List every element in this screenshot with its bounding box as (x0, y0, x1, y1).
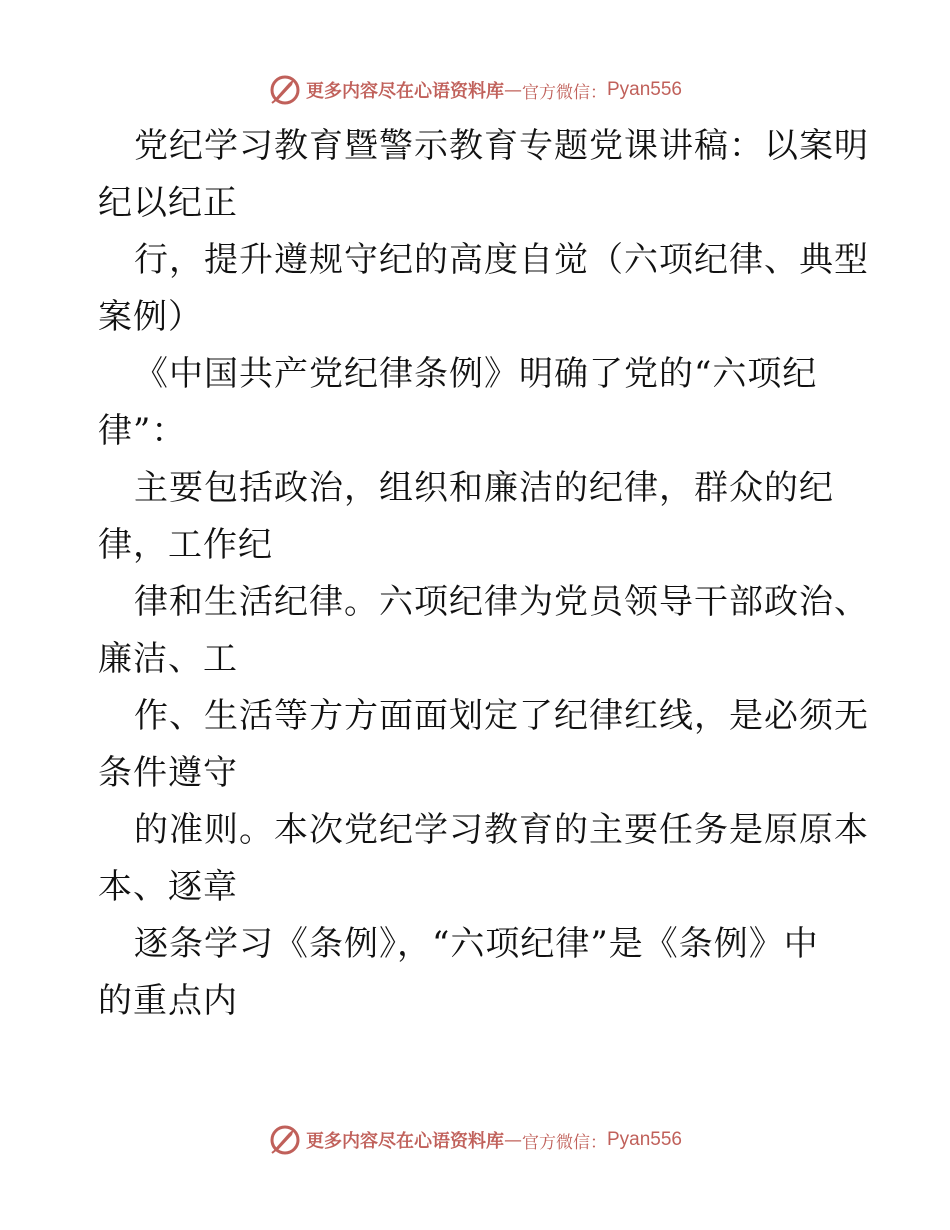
watermark-label: 官方微信： (521, 82, 607, 103)
paragraph-line: 律，工作纪 (98, 525, 273, 565)
watermark-separator: — (503, 1129, 522, 1151)
paragraph-line: 律和生活纪律。六项纪律为党员领导干部政治、 (134, 582, 869, 622)
paragraph-line: 廉洁、工 (98, 639, 238, 679)
watermark-label: 官方微信： (521, 1132, 607, 1153)
footer-watermark (0, 1120, 950, 1160)
quill-pen-logo-icon (268, 73, 302, 107)
paragraph-line: 主要包括政治，组织和廉洁的纪律，群众的纪 (134, 468, 834, 508)
title-line-4: 案例） (98, 297, 203, 337)
watermark-handle: Pyan556 (606, 79, 682, 100)
header-watermark (0, 70, 950, 110)
paragraph-line: 的重点内 (98, 981, 238, 1021)
watermark-separator: — (503, 79, 522, 101)
title-line-2: 纪以纪正 (98, 183, 238, 223)
title-line-3: 行，提升遵规守纪的高度自觉（六项纪律、典型 (134, 240, 869, 280)
watermark-main-text: 更多内容尽在心语资料库 (305, 81, 504, 102)
document-body (98, 118, 869, 1030)
watermark-handle: Pyan556 (606, 1129, 682, 1150)
paragraph-line: 本、逐章 (98, 867, 238, 907)
paragraph-line: 条件遵守 (98, 753, 238, 793)
paragraph-line: 律”： (98, 411, 187, 451)
paragraph-line: 的准则。本次党纪学习教育的主要任务是原原本 (134, 810, 869, 850)
watermark-main-text: 更多内容尽在心语资料库 (305, 1131, 504, 1152)
title-line-1: 党纪学习教育暨警示教育专题党课讲稿：以案明 (134, 126, 869, 166)
paragraph-line: 作、生活等方方面面划定了纪律红线，是必须无 (134, 696, 869, 736)
quill-pen-logo-icon (268, 1123, 302, 1157)
paragraph-line: 逐条学习《条例》，“六项纪律”是《条例》中 (134, 924, 819, 964)
paragraph-line: 《中国共产党纪律条例》明确了党的“六项纪 (134, 354, 818, 394)
